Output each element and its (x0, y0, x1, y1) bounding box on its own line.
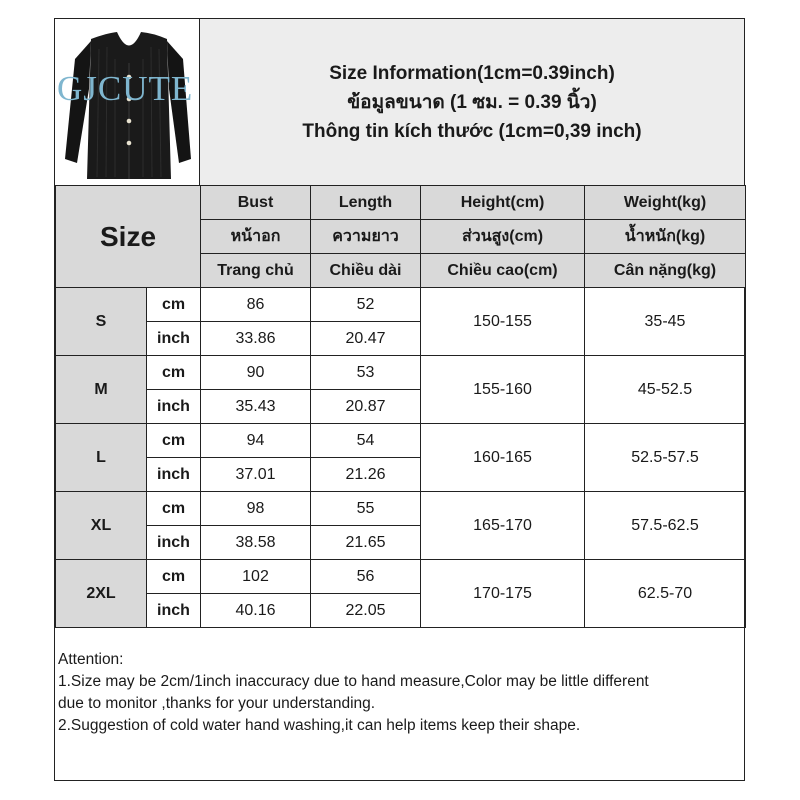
col-weight-en: Weight(kg) (585, 186, 746, 220)
length-inch: 21.65 (311, 526, 421, 560)
unit-inch: inch (147, 390, 201, 424)
table-row (56, 424, 746, 458)
size-label: 2XL (56, 560, 147, 628)
weight-range: 52.5-57.5 (585, 424, 746, 492)
chart-header (55, 19, 744, 185)
col-height-vi: Chiều cao(cm) (421, 254, 585, 288)
unit-cm: cm (147, 560, 201, 594)
size-info-title (200, 19, 744, 185)
col-bust-th: หน้าอก (201, 220, 311, 254)
length-cm: 52 (311, 288, 421, 322)
bust-inch: 40.16 (201, 594, 311, 628)
col-height-th: ส่วนสูง(cm) (421, 220, 585, 254)
weight-range: 35-45 (585, 288, 746, 356)
length-inch: 22.05 (311, 594, 421, 628)
length-inch: 21.26 (311, 458, 421, 492)
height-range: 165-170 (421, 492, 585, 560)
col-length-th: ความยาว (311, 220, 421, 254)
weight-range: 62.5-70 (585, 560, 746, 628)
bust-inch: 37.01 (201, 458, 311, 492)
table-row (56, 356, 746, 390)
attention-line-3: 2.Suggestion of cold water hand washing,it can help items keep their shape. (58, 717, 581, 734)
height-range: 160-165 (421, 424, 585, 492)
size-label: L (56, 424, 147, 492)
header-row (56, 186, 746, 220)
col-weight-vi: Cân nặng(kg) (585, 254, 746, 288)
attention-line-2: due to monitor ,thanks for your understanding. (58, 695, 376, 712)
length-cm: 55 (311, 492, 421, 526)
bust-cm: 94 (201, 424, 311, 458)
size-label: S (56, 288, 147, 356)
col-length-en: Length (311, 186, 421, 220)
size-label: XL (56, 492, 147, 560)
attention-notes (58, 649, 742, 737)
unit-inch: inch (147, 594, 201, 628)
weight-range: 57.5-62.5 (585, 492, 746, 560)
bust-inch: 35.43 (201, 390, 311, 424)
size-chart-frame (54, 18, 745, 781)
bust-cm: 90 (201, 356, 311, 390)
unit-inch: inch (147, 322, 201, 356)
bust-cm: 102 (201, 560, 311, 594)
attention-heading: Attention: (58, 651, 124, 668)
bust-inch: 33.86 (201, 322, 311, 356)
col-bust-en: Bust (201, 186, 311, 220)
unit-inch: inch (147, 458, 201, 492)
size-label: M (56, 356, 147, 424)
unit-inch: inch (147, 526, 201, 560)
unit-cm: cm (147, 356, 201, 390)
bust-inch: 38.58 (201, 526, 311, 560)
height-range: 150-155 (421, 288, 585, 356)
unit-cm: cm (147, 492, 201, 526)
size-header: Size (56, 186, 201, 288)
length-cm: 56 (311, 560, 421, 594)
title-english: Size Information(1cm=0.39inch) (329, 62, 615, 84)
length-cm: 53 (311, 356, 421, 390)
attention-line-1: 1.Size may be 2cm/1inch inaccuracy due to hand measure,Color may be little different (58, 673, 649, 690)
length-inch: 20.47 (311, 322, 421, 356)
weight-range: 45-52.5 (585, 356, 746, 424)
table-row (56, 492, 746, 526)
height-range: 155-160 (421, 356, 585, 424)
title-thai: ข้อมูลขนาด (1 ซม. = 0.39 นิ้ว) (347, 91, 597, 113)
bust-cm: 86 (201, 288, 311, 322)
unit-cm: cm (147, 288, 201, 322)
brand-watermark: GJCUTE (57, 69, 194, 108)
col-weight-th: น้ำหนัก(kg) (585, 220, 746, 254)
unit-cm: cm (147, 424, 201, 458)
col-bust-vi: Trang chủ (201, 254, 311, 288)
bust-cm: 98 (201, 492, 311, 526)
size-table (55, 185, 746, 628)
length-cm: 54 (311, 424, 421, 458)
title-vietnamese: Thông tin kích thước (1cm=0,39 inch) (302, 120, 642, 142)
table-row (56, 288, 746, 322)
height-range: 170-175 (421, 560, 585, 628)
length-inch: 20.87 (311, 390, 421, 424)
col-height-en: Height(cm) (421, 186, 585, 220)
table-row (56, 560, 746, 594)
col-length-vi: Chiều dài (311, 254, 421, 288)
